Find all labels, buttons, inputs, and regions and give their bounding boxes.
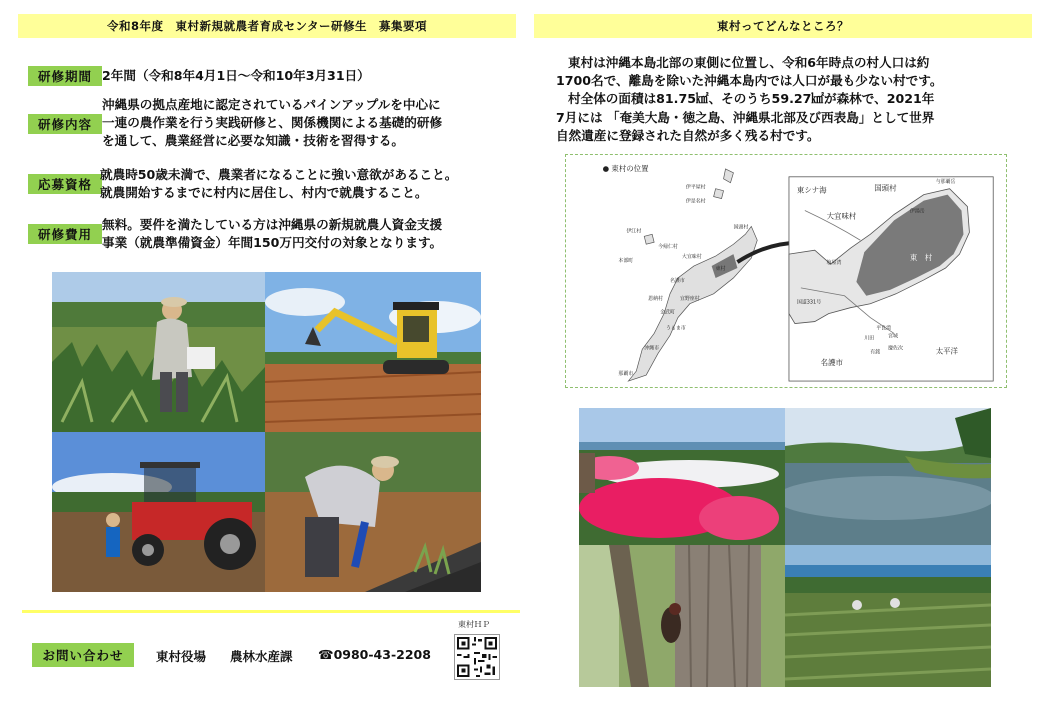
svg-text:金武町: 金武町 [660, 309, 675, 316]
training-cost-text: 無料。要件を満たしている方は沖縄県の新規就農人資金支援 事業（就農準備資金）年間150万円交付の対象となります。 [102, 217, 443, 250]
svg-text:東村: 東村 [715, 266, 726, 273]
svg-text:那覇市: 那覇市 [618, 371, 634, 378]
training-content-row [28, 96, 518, 152]
photo-farmer-pineapple-field [52, 272, 265, 432]
qr-code-icon[interactable] [454, 634, 500, 680]
svg-text:大宜味村: 大宜味村 [681, 254, 702, 261]
map-label-higashi: 東 村 [909, 253, 933, 263]
photo-farmer-planting [265, 432, 481, 592]
map-label-ogimi: 大宜味村 [826, 211, 857, 221]
svg-text:国頭村: 国頭村 [733, 224, 749, 231]
village-intro-text: 東村は沖縄本島北部の東側に位置し、令和6年時点の村人口は約 1700名で、離島を除いた沖縄本島内では人口が最も少ない村です。 村全体の面積は81.75㎢、そのうち59.27㎢が森林で、2021年 7月には 「奄美大島・徳之島、沖縄県北部及び西表島」として世界 自然遺産に登録された自然が多く残る村です。 [556, 55, 943, 143]
svg-text:宮城: 宮城 [888, 333, 898, 340]
training-content-label: 研修内容 [28, 114, 102, 134]
svg-text:伊江村: 伊江村 [626, 228, 642, 235]
contact-label: お問い合わせ [32, 643, 134, 667]
svg-text:伊是名村: 伊是名村 [685, 198, 706, 205]
svg-text:国道331号: 国道331号 [796, 299, 822, 306]
svg-text:恩納村: 恩納村 [648, 295, 664, 302]
training-period-text: 2年間（令和8年4月1日～令和10年3月31日） [102, 68, 370, 83]
training-period-label: 研修期間 [28, 66, 102, 86]
qualification-text: 就農時50歳未満で、農業者になることに強い意欲があること。 就農開始するまでに村内に居住し、村内で就農すること。 [100, 167, 458, 200]
qualification-label: 応募資格 [28, 174, 102, 194]
photo-woodpecker-tree [579, 545, 785, 687]
map-label-kunigami: 国頭村 [874, 183, 897, 193]
svg-text:川田: 川田 [864, 335, 875, 342]
training-period-row [28, 66, 518, 86]
svg-text:伊平屋村: 伊平屋村 [685, 184, 706, 191]
photo-pineapple-field-sea [785, 545, 991, 687]
svg-text:名護市: 名護市 [670, 277, 685, 284]
qualification-row [28, 164, 518, 204]
training-content-text: 沖縄県の拠点産地に認定されているパインアップルを中心に 一連の農作業を行う実践研修と、関係機関による基礎的研修 を通して、農業経営に必要な知識・技術を習得する。 [102, 97, 443, 148]
contact-phone: ☎0980-43-2208 [318, 647, 431, 662]
svg-text:本部町: 本部町 [618, 258, 634, 265]
map-label-east-china-sea: 東シナ海 [796, 185, 827, 195]
svg-text:今帰仁村: 今帰仁村 [658, 244, 678, 251]
svg-text:宜野座村: 宜野座村 [679, 295, 700, 302]
photo-azalea-flowers [579, 408, 785, 545]
svg-text:慶佐次: 慶佐次 [888, 345, 903, 352]
photo-excavator [265, 272, 481, 432]
map-title: ● 東村の位置 [602, 163, 649, 173]
svg-text:有銘: 有銘 [870, 349, 881, 356]
svg-text:平良湾: 平良湾 [876, 325, 892, 332]
photo-river-landscape [785, 408, 991, 545]
svg-text:沖縄市: 沖縄市 [644, 345, 660, 352]
svg-text:与那覇岳: 与那覇岳 [935, 178, 956, 185]
map-label-nago: 名護市 [820, 358, 843, 368]
qr-label: 東村ＨＰ [458, 620, 490, 629]
map-label-pacific: 太平洋 [935, 346, 958, 356]
training-cost-row [28, 214, 518, 254]
svg-text:伊湯岳: 伊湯岳 [909, 208, 925, 215]
training-cost-label: 研修費用 [28, 224, 102, 244]
about-village-banner: 東村ってどんなところ？ [534, 14, 1032, 38]
svg-text:塩屋湾: 塩屋湾 [826, 260, 842, 267]
village-location-map [565, 154, 1007, 388]
contact-organization: 東村役場 [156, 649, 207, 664]
divider-line [22, 610, 520, 613]
photo-tractor [52, 432, 265, 592]
recruitment-banner: 令和8年度 東村新規就農者育成センター研修生 募集要項 [18, 14, 516, 38]
svg-text:うるま市: うるま市 [666, 325, 686, 332]
contact-department: 農林水産課 [230, 649, 293, 664]
